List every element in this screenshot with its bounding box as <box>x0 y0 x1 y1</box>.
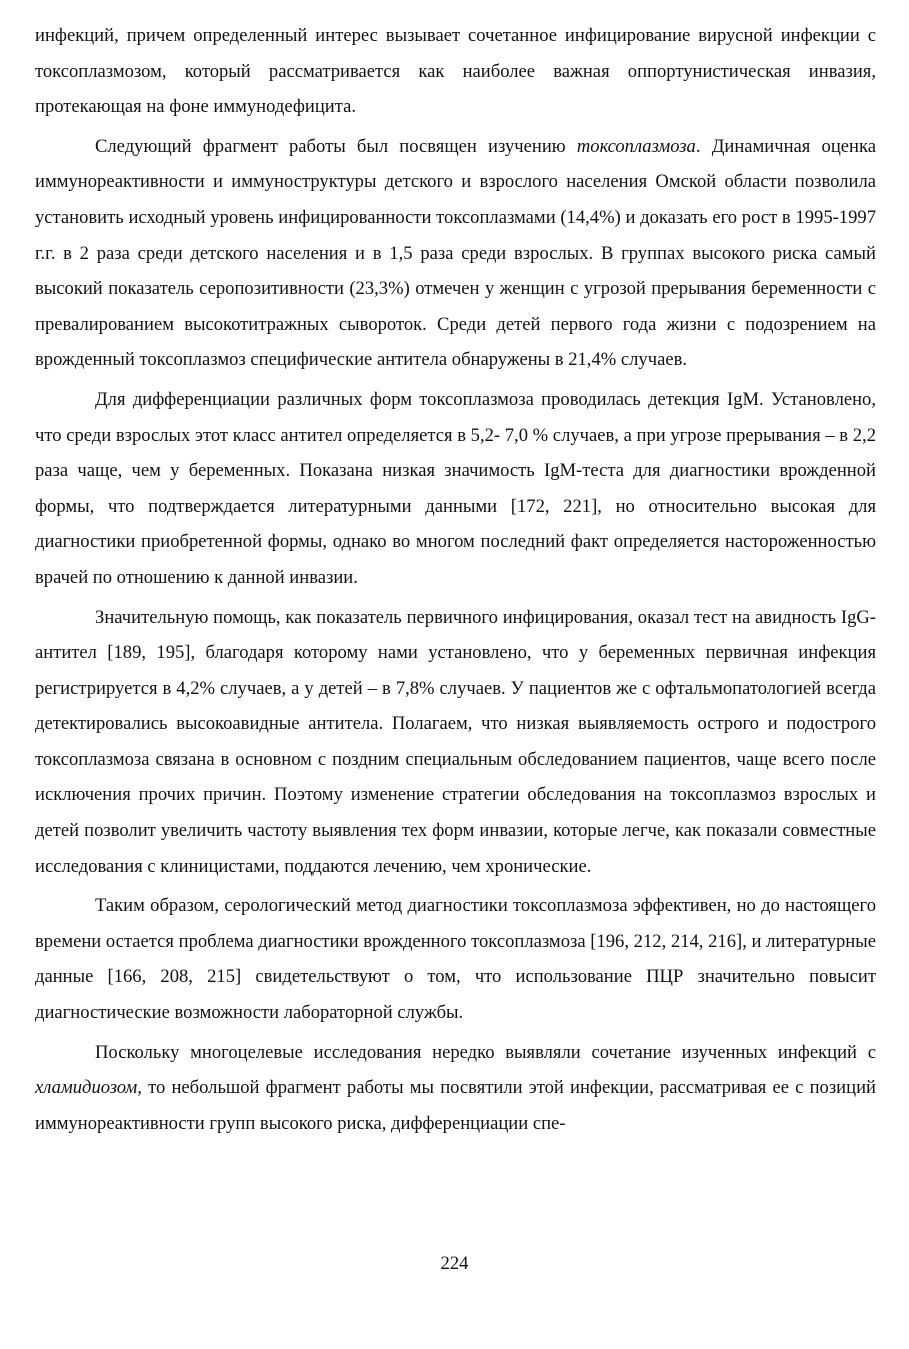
paragraph-text: Значительную помощь, как показатель первичного инфицирования, оказал тест на авидность IgG-антител [189, 195], благодаря которому нами установлено, что у беременных первичная инфекция регистрируется в 4,2% случаев, а у детей – в 7,8% случаев. У пациентов же с офтальмопатологией всегда детектировались высокоавидные антитела. Полагаем, что низкая выявляемость острого и подострого токсоплазмоза связана в основном с поздним специальным обследованием пациентов, чаще всего после исключения прочих причин. Поэтому изменение стратегии обследования на токсоплазмоз взрослых и детей позволит увеличить частоту выявления тех форм инвазии, которые легче, как показали совместные исследования с клиницистами, поддаются лечению, чем хронические. <box>35 606 876 877</box>
paragraph-text: Для дифференциации различных форм токсоплазмоза проводилась детекция IgM. Установлено, что среди взрослых этот класс антител определяется в 5,2- 7,0 % случаев, а при угрозе прерывания – в 2,2 раза чаще, чем у беременных. Показана низкая значимость IgM-теста для диагностики врожденной формы, что подтверждается литературными данными [172, 221], но относительно высокая для диагностики приобретенной формы, однако во многом последний факт определяется настороженностью врачей по отношению к данной инвазии. <box>35 388 876 588</box>
paragraph-text: Поскольку многоцелевые исследования нередко выявляли сочетание изученных инфекций с <box>95 1041 876 1063</box>
paragraph-text: то небольшой фрагмент работы мы посвятили этой инфекции, рассматривая ее с позиций иммунореактивности групп высокого риска, дифференциации спе- <box>35 1077 876 1134</box>
paragraph-4 <box>35 600 876 885</box>
italic-term-chlamydiosis: хламидиозом, <box>35 1077 142 1099</box>
paragraph-text: Следующий фрагмент работы был посвящен изучению <box>95 135 577 157</box>
page-number: 224 <box>440 1253 469 1274</box>
italic-term-toxoplasmosis: токсоплазмоза <box>576 135 696 157</box>
paragraph-text: . Динамичная оценка иммунореактивности и иммуноструктуры детского и взрослого населения Омской области позволила установить исходный уровень инфицированности токсоплазмами (14,4%) и доказать его рост в 1995-1997 г.г. в 2 раза среди детского населения и в 1,5 раза среди взрослых. В группах высокого риска самый высокий показатель серопозитивности (23,3%) отмечен у женщин с угрозой прерывания беременности с превалированием высокотитражных сывороток. Среди детей первого года жизни с подозрением на врожденный токсоплазмоз специфические антитела обнаружены в 21,4% случаев. <box>35 135 877 371</box>
paragraph-text: Таким образом, серологический метод диагностики токсоплазмоза эффективен, но до настоящего времени остается проблема диагностики врожденного токсоплазмоза [196, 212, 214, 216], и литературные данные [166, 208, 215] свидетельствуют о том, что использование ПЦР значительно повысит диагностические возможности лабораторной службы. <box>35 895 876 1024</box>
paragraph-6 <box>35 1035 876 1142</box>
paragraph-text: инфекций, причем определенный интерес вызывает сочетанное инфицирование вирусной инфекции с токсоплазмозом, который рассматривается как наиболее важная оппортунистическая инвазия, протекающая на фоне иммунодефицита. <box>35 25 876 118</box>
body-text <box>35 18 876 1141</box>
paragraph-5 <box>35 888 876 1030</box>
paragraph-3 <box>35 382 876 596</box>
paragraph-2 <box>35 129 876 378</box>
paragraph-1 <box>35 18 876 125</box>
